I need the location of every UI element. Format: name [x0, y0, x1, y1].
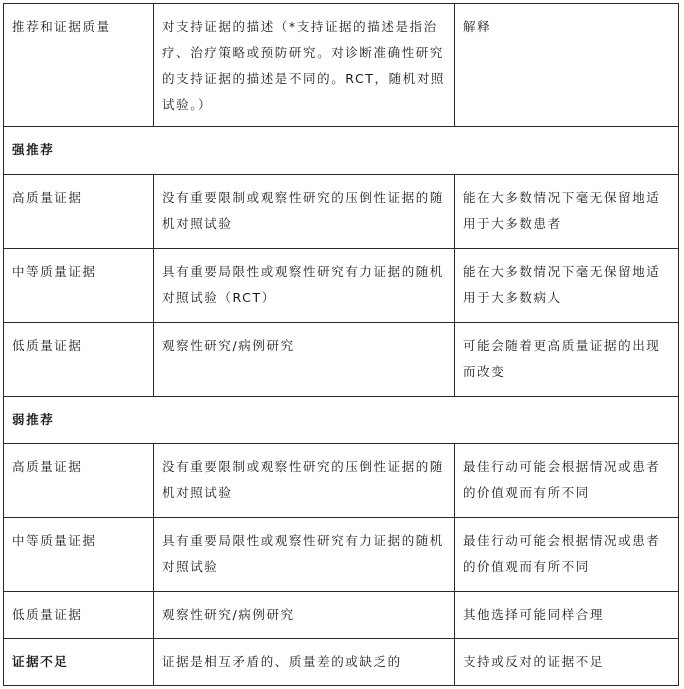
table-row — [4, 592, 678, 639]
header-explanation: 解释 — [463, 19, 492, 34]
quality-cell: 中等质量证据 — [4, 249, 154, 322]
quality-cell: 低质量证据 — [4, 592, 154, 638]
evidence-cell: 观察性研究/病例研究 — [154, 323, 455, 396]
quality-cell: 高质量证据 — [4, 175, 154, 248]
quality-cell: 高质量证据 — [4, 444, 154, 517]
explanation-cell: 最佳行动可能会根据情况或患者的价值观而有所不同 — [463, 459, 661, 500]
table-row — [4, 444, 678, 518]
explanation-cell: 能在大多数情况下毫无保留地适用于大多数患者 — [463, 190, 661, 231]
evidence-cell: 具有重要局限性或观察性研究有力证据的随机对照试验（RCT） — [154, 249, 455, 322]
explanation-cell: 能在大多数情况下毫无保留地适用于大多数病人 — [463, 264, 661, 305]
explanation-cell: 可能会随着更高质量证据的出现而改变 — [463, 338, 661, 379]
evidence-cell: 证据是相互矛盾的、质量差的或缺乏的 — [154, 639, 455, 685]
evidence-cell: 没有重要限制或观察性研究的压倒性证据的随机对照试验 — [154, 175, 455, 248]
header-evidence: 对支持证据的描述（*支持证据的描述是指治疗、治疗策略或预防研究。对诊断准确性研究的支持证据的描述是不同的。RCT，随机对照试验。） — [154, 4, 455, 126]
section-row-strong — [4, 127, 678, 175]
table-row — [4, 323, 678, 397]
quality-cell: 中等质量证据 — [4, 518, 154, 591]
explanation-cell: 支持或反对的证据不足 — [463, 654, 605, 669]
explanation-cell: 最佳行动可能会根据情况或患者的价值观而有所不同 — [463, 533, 661, 574]
quality-cell: 证据不足 — [4, 639, 154, 685]
table-row — [4, 518, 678, 592]
quality-cell: 低质量证据 — [4, 323, 154, 396]
table-row — [4, 175, 678, 249]
evidence-cell: 观察性研究/病例研究 — [154, 592, 455, 638]
table-row — [4, 249, 678, 323]
header-quality: 推荐和证据质量 — [4, 4, 154, 126]
table-header-row — [4, 4, 678, 127]
table-row-insufficient — [4, 639, 678, 685]
evidence-table — [3, 3, 679, 686]
section-title: 弱推荐 — [12, 412, 55, 427]
section-title: 强推荐 — [12, 142, 55, 157]
evidence-cell: 没有重要限制或观察性研究的压倒性证据的随机对照试验 — [154, 444, 455, 517]
evidence-cell: 具有重要局限性或观察性研究有力证据的随机对照试验 — [154, 518, 455, 591]
section-row-weak — [4, 397, 678, 444]
explanation-cell: 其他选择可能同样合理 — [463, 607, 605, 622]
